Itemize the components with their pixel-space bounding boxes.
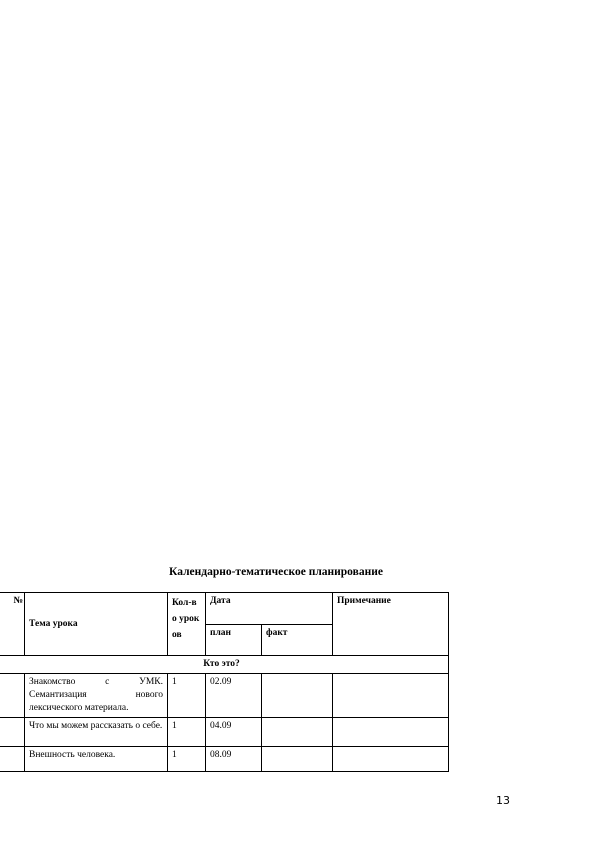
header-num: № [0,593,25,656]
row-count: 1 [168,674,206,718]
page-title: Календарно-тематическое планирование [169,566,383,578]
row-num [0,674,25,718]
row-topic: Внешность человека. [25,747,168,772]
row-count: 1 [168,718,206,747]
row-num [0,747,25,772]
row-fact-date [262,674,333,718]
page-number: 13 [496,794,510,807]
row-topic: Знакомство с УМК. Семантизация нового лексического материала. [25,674,168,718]
row-num [0,718,25,747]
header-count: Кол-во уроков [168,593,206,656]
section-title: Кто это? [0,656,449,674]
row-fact-date [262,718,333,747]
row-topic: Что мы можем рассказать о себе. [25,718,168,747]
table-row [0,674,449,718]
header-date-fact: факт [262,625,333,656]
section-row [0,656,449,674]
header-topic: Тема урока [25,593,168,656]
row-note [333,718,449,747]
row-plan-date: 04.09 [206,718,262,747]
row-plan-date: 08.09 [206,747,262,772]
row-note [333,674,449,718]
row-fact-date [262,747,333,772]
row-plan-date: 02.09 [206,674,262,718]
header-date-plan: план [206,625,262,656]
table-row [0,747,449,772]
table-row [0,718,449,747]
row-count: 1 [168,747,206,772]
header-date: Дата [206,593,333,625]
row-note [333,747,449,772]
plan-table [0,592,449,772]
header-note: Примечание [333,593,449,656]
header-row [0,593,449,625]
